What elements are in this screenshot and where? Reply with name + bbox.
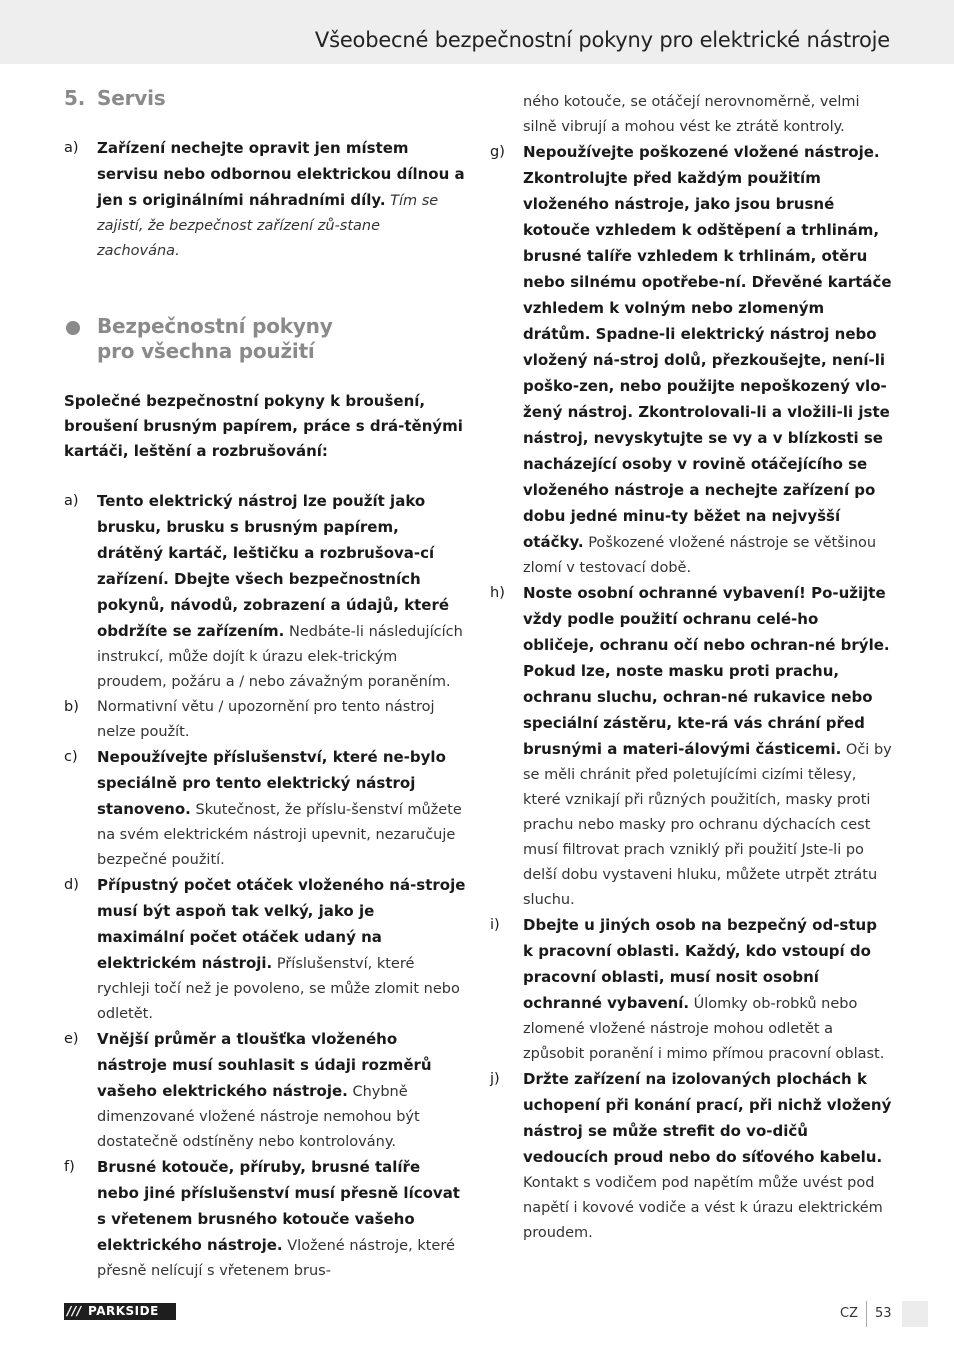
list-item xyxy=(490,140,892,581)
page-number: 53 xyxy=(875,1306,892,1321)
list-item xyxy=(64,745,466,873)
servis-heading xyxy=(64,86,466,111)
item-normal-text: Poškozené vložené nástroje se většinou zlomí v testovací době. xyxy=(523,535,877,576)
item-normal-text: Úlomky ob-robků nebo zlomené vložené nástroje mohou odletět a způsobit poranění i mimo přímou pracovní oblast. xyxy=(523,996,885,1062)
list-item xyxy=(64,136,466,264)
item-bold-text: Brusné kotouče, příruby, brusné talíře nebo jiné příslušenství musí přesně lícovat s vřetenem brusného kotouče vašeho elektrického nástroje. xyxy=(97,1158,460,1254)
list-item xyxy=(64,695,466,745)
item-normal-text: Normativní větu / upozornění pro tento nástroj nelze použít. xyxy=(97,699,435,740)
item-label: f) xyxy=(64,1159,75,1175)
item-label: a) xyxy=(64,140,79,156)
item-bold-text: Vnější průměr a tloušťka vloženého nástroje musí souhlasit s údaji rozměrů vašeho elektrického nástroje. xyxy=(97,1030,432,1100)
page-header xyxy=(0,0,954,64)
list-item xyxy=(64,1155,466,1284)
header-title: Všeobecné bezpečnostní pokyny pro elektrické nástroje xyxy=(314,28,890,52)
item-label: j) xyxy=(490,1071,500,1087)
item-label: a) xyxy=(64,493,79,509)
item-bold-text: Nepoužívejte poškozené vložené nástroje. Zkontrolujte před každým použitím vloženého nástroje, jako jsou brusné kotouče vzhledem k odštěpení a trhlinám, brusné talíře vzhledem k trhlinám, otěru nebo silnému opotřebe-ní. Dřevěné kartáče vzhledem k volným nebo zlomeným drátům. Spadne-li elektrický nástroj nebo vložený ná-stroj dolů, přezkoušejte, není-li poško-zen, nebo použijte nepoškozený vlo-žený nástroj. Zkontrolovali-li a vložili-li jste nástroj, nevyskytujte se vy a v blízkosti se nacházející osoby v rovině otáčejícího se vloženého nástroje a nechejte zařízení po dobu jedné minu-ty běžet na nejvyšší otáčky. xyxy=(523,143,892,551)
logo-slashes: /// xyxy=(67,1304,82,1318)
item-normal-text: Nedbáte-li následujících instrukcí, může dojít k úrazu elek-trickým proudem, požáru a / nebo závažným poraněním. xyxy=(97,624,463,690)
item-label: d) xyxy=(64,877,79,893)
list-item xyxy=(64,873,466,1027)
item-bold-text: Zařízení nechejte opravit jen místem servisu nebo odbornou elektrickou dílnou a jen s originálními náhradními díly. xyxy=(97,139,465,209)
language-code: CZ xyxy=(840,1306,858,1321)
item-normal-text: Vložené nástroje, které přesně nelícují s vřetenem brus- xyxy=(97,1238,455,1279)
item-bold-text: Nepoužívejte příslušenství, které ne-bylo speciálně pro tento elektrický nástroj stanoveno. xyxy=(97,748,446,818)
item-label: c) xyxy=(64,749,78,765)
item-bold-text: Noste osobní ochranné vybavení! Po-užijte vždy podle použití ochranu celé-ho obličeje, ochranu očí nebo ochran-né brýle. Pokud lze, noste masku proti prachu, ochranu sluchu, ochran-né rukavice nebo speciální zástěru, kte-rá vás chrání před brusnými a materi-álovými částicemi. xyxy=(523,584,890,758)
item-bold-text: Držte zařízení na izolovaných plochách k uchopení při konání prací, při nichž vložený nástroj se může strefit do vo-dičů vedoucích proud nebo do síťového kabelu. xyxy=(523,1070,892,1166)
parkside-logo xyxy=(64,1303,176,1320)
item-normal-text: Skutečnost, že příslu-šenství můžete na svém elektrickém nástroji upevnit, nezaručuje bezpečné použití. xyxy=(97,802,462,868)
right-column xyxy=(490,90,892,1246)
item-normal-text: Příslušenství, které rychleji točí než je povoleno, se může zlomit nebo odletět. xyxy=(97,956,460,1022)
item-normal-text: Oči by se měli chránit před poletujícími cizími tělesy, které vznikají při různých použitích, masky proti prachu nebo masky pro ochranu dýchacích cest musí filtrovat prach vzniklý při použití Jste-li po delší dobu vystaveni hluku, můžete utrpět ztrátu sluchu. xyxy=(523,742,892,908)
list-item xyxy=(490,913,892,1067)
list-item xyxy=(490,1067,892,1246)
safety-intro: Společné bezpečnostní pokyny k broušení, broušení brusným papírem, práce s drá-těnými kartáči, leštění a rozbrušování: xyxy=(64,392,463,460)
item-label: g) xyxy=(490,144,505,160)
list-item xyxy=(64,1027,466,1155)
footer-corner-box xyxy=(902,1301,928,1327)
item-label: i) xyxy=(490,917,500,933)
safety-title-line1: Bezpečnostní pokyny xyxy=(97,314,333,338)
item-italic-text: Tím se zajistí, že bezpečnost zařízení zů-stane zachována. xyxy=(97,193,439,259)
item-label: h) xyxy=(490,585,505,601)
safety-title-line2: pro všechna použití xyxy=(97,339,315,363)
item-normal-text: Kontakt s vodičem pod napětím může uvést pod napětí i kovové vodiče a vést k úrazu elektrickém proudem. xyxy=(523,1175,883,1241)
item-label: e) xyxy=(64,1031,79,1047)
servis-number: 5. xyxy=(64,86,86,110)
list-item xyxy=(64,489,466,695)
item-normal-text: Chybně dimenzované vložené nástroje nemohou být dostatečně odstíněny nebo kontrolovány. xyxy=(97,1084,420,1150)
servis-title: Servis xyxy=(97,86,166,110)
safety-heading xyxy=(64,314,466,364)
item-bold-text: Přípustný počet otáček vloženého ná-stroje musí být aspoň tak velký, jako je maximální počet otáček udaný na elektrickém nástroji. xyxy=(97,876,466,972)
item-continuation: ného kotouče, se otáčejí nerovnoměrně, velmi silně vibrují a mohou vést ke ztrátě kontroly. xyxy=(523,94,860,135)
item-label: b) xyxy=(64,699,79,715)
item-bold-text: Dbejte u jiných osob na bezpečný od-stup k pracovní oblasti. Každý, kdo vstoupí do pracovní oblasti, musí nosit osobní ochranné vybavení. xyxy=(523,916,877,1012)
bullet-icon xyxy=(66,321,80,335)
list-item xyxy=(490,581,892,913)
footer-divider xyxy=(866,1301,867,1327)
logo-brand: PARKSIDE xyxy=(88,1304,159,1318)
left-column xyxy=(64,86,466,1284)
item-bold-text: Tento elektrický nástroj lze použít jako brusku, brusku s brusným papírem, drátěný kartáč, leštičku a rozbrušova-cí zařízení. Dbejte všech bezpečnostních pokynů, návodů, zobrazení a údajů, které obdržíte se zařízením. xyxy=(97,492,450,640)
